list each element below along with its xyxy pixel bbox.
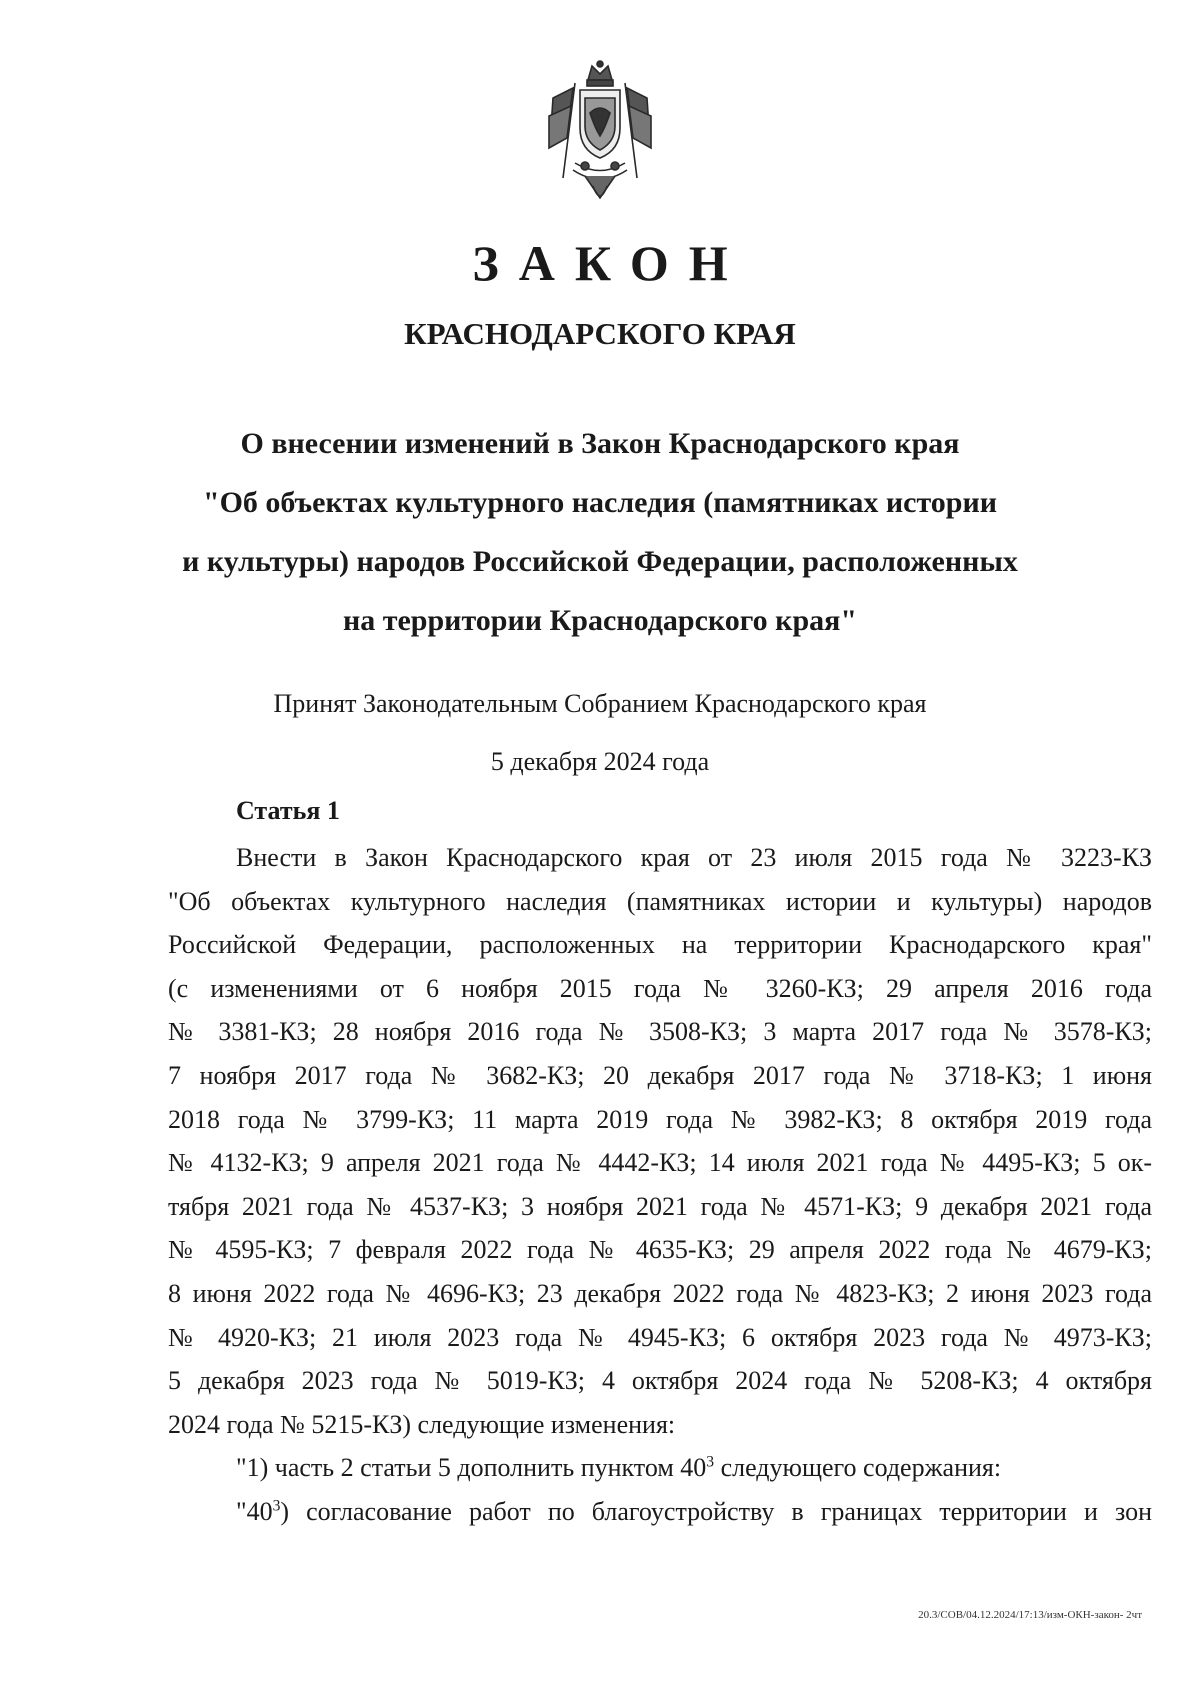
subject-line: "Об объектах культурного наследия (памятниках истории — [202, 486, 998, 519]
subject-line: О внесении изменений в Закон Краснодарского края — [240, 427, 960, 460]
body-line: 7 ноября 2017 года № 3682-КЗ; 20 декабря 2017 года № 3718-КЗ; 1 июня — [168, 1060, 1152, 1090]
body-line: Российской Федерации, расположенных на территории Краснодарского края" — [168, 930, 1152, 960]
adoption-block — [0, 675, 1200, 791]
item1-superscript: 3 — [706, 1453, 715, 1471]
law-title: ЗАКОН — [472, 235, 748, 291]
body-line: № 4132-КЗ; 9 апреля 2021 года № 4442-КЗ; 14 июля 2021 года № 4495-КЗ; 5 ок- — [168, 1148, 1152, 1178]
subject-line: и культуры) народов Российской Федерации, расположенных — [182, 545, 1018, 578]
item2-text: "40 — [236, 1496, 273, 1526]
amendment-item-2 — [168, 1490, 1152, 1534]
item1-text: "1) часть 2 статьи 5 дополнить пунктом 40 — [236, 1453, 707, 1483]
body-line: 5 декабря 2023 года № 5019-КЗ; 4 октября 2024 года № 5208-КЗ; 4 октября — [168, 1366, 1152, 1396]
article-heading: Статья 1 — [236, 796, 340, 825]
item2-text-end: ) согласование работ по благоустройству в границах территории и зон — [280, 1496, 1152, 1526]
document-code: 20.3/СОВ/04.12.2024/17:13/изм-ОКН-закон- 2чт — [918, 1609, 1142, 1621]
body-line: (с изменениями от 6 ноября 2015 года № 3260-КЗ; 29 апреля 2016 года — [168, 973, 1152, 1003]
item2-superscript: 3 — [272, 1497, 281, 1515]
body-line: тября 2021 года № 4537-КЗ; 3 ноября 2021 года № 4571-КЗ; 9 декабря 2021 года — [168, 1191, 1152, 1221]
body-line: 2024 года № 5215-КЗ) следующие изменения: — [168, 1409, 676, 1439]
adoption-authority: Принят Законодательным Собранием Краснодарского края — [273, 689, 927, 718]
coat-of-arms-emblem — [545, 58, 655, 208]
item1-text-end: следующего содержания: — [714, 1453, 1002, 1483]
adoption-date: 5 декабря 2024 года — [490, 747, 710, 776]
body-line: № 3381-КЗ; 28 ноября 2016 года № 3508-КЗ; 3 марта 2017 года № 3578-КЗ; — [168, 1017, 1152, 1047]
body-line: "Об объектах культурного наследия (памятниках истории и культуры) народов — [168, 886, 1152, 916]
body-line: 2018 года № 3799-КЗ; 11 марта 2019 года № 3982-КЗ; 8 октября 2019 года — [168, 1104, 1152, 1134]
region-title: КРАСНОДАРСКОГО КРАЯ — [404, 316, 796, 351]
body-line: № 4920-КЗ; 21 июля 2023 года № 4945-КЗ; 6 октября 2023 года № 4973-КЗ; — [168, 1322, 1152, 1352]
body-line: Внести в Закон Краснодарского края от 23 июля 2015 года № 3223-КЗ — [236, 843, 1152, 872]
law-subject — [130, 414, 1070, 650]
body-line: 8 июня 2022 года № 4696-КЗ; 23 декабря 2022 года № 4823-КЗ; 2 июня 2023 года — [168, 1278, 1152, 1308]
body-line: № 4595-КЗ; 7 февраля 2022 года № 4635-КЗ; 29 апреля 2022 года № 4679-КЗ; — [168, 1235, 1152, 1265]
amendment-item-1 — [168, 1446, 1152, 1490]
article-body — [168, 836, 1152, 1534]
subject-line: на территории Краснодарского края" — [342, 604, 858, 637]
